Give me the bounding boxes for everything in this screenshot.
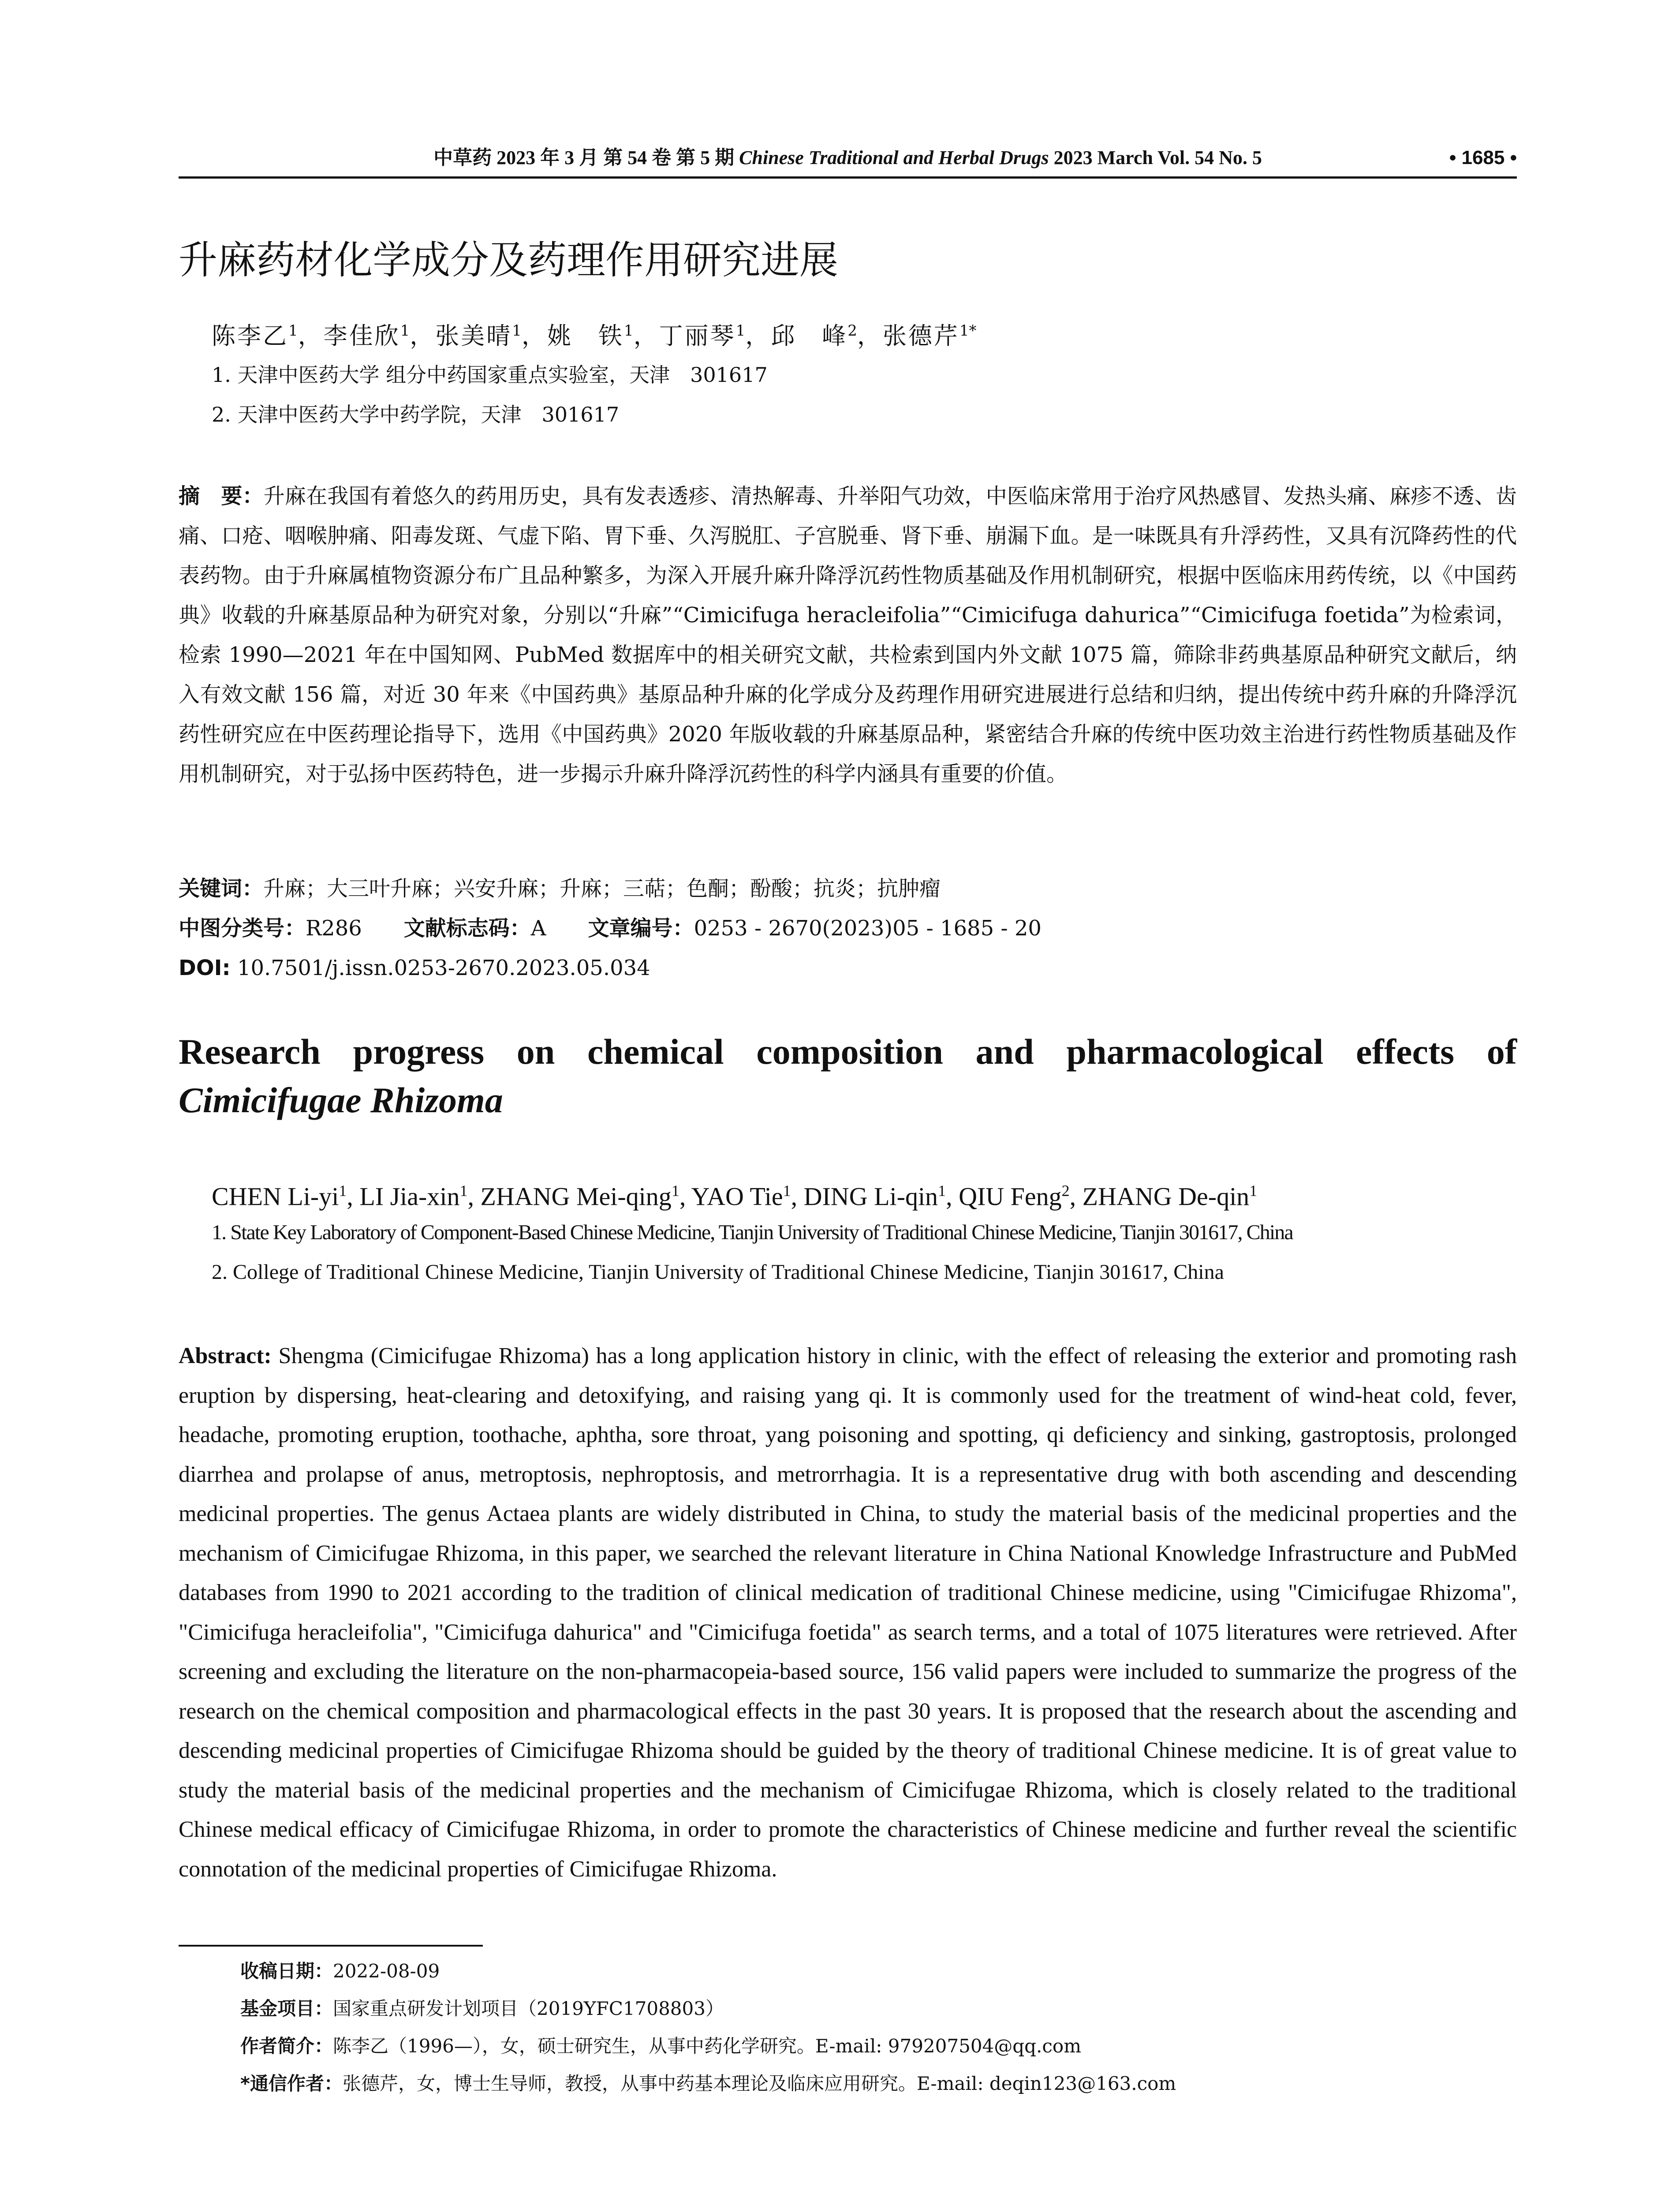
authors-cn: 陈李乙$^1$，李佳欣$^1$，张美晴$^1$，姚 铁$^1$，丁丽琴$^1$，邱 峰$^2$，张德芹$^{1*}$	[212, 322, 977, 350]
author-cn: 李佳欣	[323, 322, 400, 350]
footnote-corresponding	[240, 2070, 1176, 2097]
abstract-en-text: Shengma (Cimicifugae Rhizoma) has a long application history in clinic, with the effect of releasing the exterior and promoting rash eruption by dispersing, heat-clearing and detoxifying, and raising yang qi. It is commonly used for the treatment of wind-heat cold, fever, headache, promoting eruption, toothache, aphtha, sore throat, yang poisoning and spotting, qi deficiency and sinking, gastroptosis, prolonged diarrhea and prolapse of anus, metroptosis, nephroptosis, and metrorrhagia. It is a representative drug with both ascending and descending medicinal properties. The genus Actaea plants are widely distributed in China, to study the material basis of the medicinal properties and the mechanism of Cimicifugae Rhizoma, in this paper, we searched the relevant literature in China National Knowledge Infrastructure and PubMed databases from 1990 to 2021 according to the tradition of clinical medication of traditional Chinese medicine, using "Cimicifugae Rhizoma", "Cimicifuga heracleifolia", "Cimicifuga dahurica" and "Cimicifuga foetida" as search terms, and a total of 1075 literatures were retrieved. After screening and excluding the literature on the non-pharmacopeia-based source, 156 valid papers were included to summarize the progress of the research on the chemical composition and pharmacological effects in the past 30 years. It is proposed that the research about the ascending and descending medicinal properties of Cimicifugae Rhizoma should be guided by the theory of traditional Chinese medicine. It is of great value to study the material basis of the medicinal properties and the mechanism of Cimicifugae Rhizoma, which is closely related to the traditional Chinese medical efficacy of Cimicifugae Rhizoma, in order to promote the characteristics of Chinese medicine and further reveal the scientific connotation of the medicinal properties of Cimicifugae Rhizoma.	[179, 1343, 1517, 1882]
author-sup: 1	[400, 322, 410, 340]
abstract-cn-text: 升麻在我国有着悠久的药用历史，具有发表透疹、清热解毒、升举阳气功效，中医临床常用于治疗风热感冒、发热头痛、麻疹不透、齿痛、口疮、咽喉肿痛、阳毒发斑、气虚下陷、胃下垂、久泻脱肛、子宫脱垂、肾下垂、崩漏下血。是一味既具有升浮药性，又具有沉降药性的代表药物。由于升麻属植物资源分布广且品种繁多，为深入开展升麻升降浮沉药性物质基础及作用机制研究，根据中医临床用药传统，以《中国药典》收载的升麻基原品种为研究对象，分别以“升麻”“Cimicifuga heracleifolia”“Cimicifuga dahurica”“Cimicifuga foetida”为检索词，检索 1990—2021 年在中国知网、PubMed 数据库中的相关研究文献，共检索到国内外文献 1075 篇，筛除非药典基原品种研究文献后，纳入有效文献 156 篇，对近 30 年来《中国药典》基原品种升麻的化学成分及药理作用研究进展进行总结和归纳，提出传统中药升麻的升降浮沉药性研究应在中医药理论指导下，选用《中国药典》2020 年版收载的升麻基原品种，紧密结合升麻的传统中医功效主治进行药性物质基础及作用机制研究，对于弘扬中医药特色，进一步揭示升麻升降浮沉药性的科学内涵具有重要的价值。	[179, 484, 1517, 786]
author-en: ZHANG De-qin	[1082, 1182, 1250, 1211]
title-en-line1: Research progress on chemical composition and pharmacological effects of	[179, 1031, 1517, 1072]
doi-label: DOI:	[179, 956, 231, 980]
author-en: QIU Feng	[959, 1182, 1062, 1211]
abstract-cn	[179, 476, 1517, 794]
journal-name-cn: 中草药	[433, 147, 492, 168]
title-cn: 升麻药材化学成分及药理作用研究进展	[179, 237, 839, 283]
journal-line	[179, 145, 1517, 171]
footnote-rule	[179, 1945, 483, 1947]
title-en-line2: Cimicifugae Rhizoma	[179, 1080, 503, 1120]
author-en: LI Jia-xin	[359, 1182, 460, 1211]
title-en	[179, 1028, 1517, 1125]
author-cn: 张美晴	[435, 322, 512, 350]
running-header	[179, 145, 1517, 176]
author-cn: 张德芹	[882, 322, 959, 350]
footnote-author-bio	[240, 2033, 1081, 2059]
keywords-cn	[179, 871, 941, 906]
author-sup: 1	[735, 322, 746, 340]
footnote-received	[240, 1958, 440, 1984]
keywords-label: 关键词：	[179, 876, 264, 901]
author-sup: 1	[512, 322, 522, 340]
classification-line	[179, 911, 1042, 946]
page-number: • 1685 •	[1449, 147, 1517, 168]
doi-value: 10.7501/j.issn.0253-2670.2023.05.034	[237, 956, 650, 980]
author-sup: 1	[1249, 1182, 1258, 1200]
doi-line	[179, 950, 650, 986]
author-sup: 1	[459, 1182, 468, 1200]
author-sup: 2	[847, 322, 857, 340]
footnote-label: *通信作者：	[240, 2073, 343, 2094]
clc-label: 中图分类号：	[179, 916, 306, 941]
author-en: DING Li-qin	[803, 1182, 938, 1211]
issue-cn: 2023 年 3 月 第 54 卷 第 5 期	[497, 147, 735, 168]
footnote-funding	[240, 1996, 724, 2022]
affiliation-en-2: 2. College of Traditional Chinese Medicine, Tianjin University of Traditional Chinese Medicine, Tianjin 301617, China	[212, 1260, 1224, 1284]
clc-value: R286	[306, 916, 362, 941]
author-sup: 1	[339, 1182, 347, 1200]
affiliation-cn-2: 2. 天津中医药大学中药学院，天津 301617	[212, 403, 620, 426]
footnote-text: 陈李乙（1996—），女，硕士研究生，从事中药化学研究。E-mail: 979207504@qq.com	[333, 2035, 1082, 2057]
footnote-label: 收稿日期：	[240, 1960, 333, 1982]
author-cn: 陈李乙	[212, 322, 288, 350]
keywords-text: 升麻；大三叶升麻；兴安升麻；升麻；三萜；色酮；酚酸；抗炎；抗肿瘤	[263, 876, 941, 901]
article-no-label: 文章编号：	[588, 916, 694, 941]
author-en: YAO Tie	[691, 1182, 783, 1211]
author-cn: 邱 峰	[771, 322, 848, 350]
author-sup: 2	[1061, 1182, 1070, 1200]
author-sup: 1	[288, 322, 298, 340]
footnote-label: 作者简介：	[240, 2035, 333, 2057]
author-en: CHEN Li-yi	[212, 1182, 339, 1211]
author-cn: 丁丽琴	[659, 322, 736, 350]
author-cn: 姚 铁	[547, 322, 624, 350]
journal-name-en: Chinese Traditional and Herbal Drugs	[739, 147, 1049, 168]
author-sup: 1	[623, 322, 634, 340]
doc-code-value: A	[530, 916, 546, 941]
article-no-value: 0253 - 2670(2023)05 - 1685 - 20	[694, 916, 1042, 941]
issue-en: 2023 March Vol. 54 No. 5	[1053, 147, 1262, 168]
abstract-cn-label: 摘 要：	[179, 484, 264, 508]
author-sup: 1	[938, 1182, 946, 1200]
author-en: ZHANG Mei-qing	[480, 1182, 672, 1211]
footnote-label: 基金项目：	[240, 1998, 333, 2019]
abstract-en-label: Abstract:	[179, 1343, 272, 1368]
author-sup: 1	[671, 1182, 679, 1200]
authors-en: CHEN $Li-yi^1$, LI Jia-xin$^1$, ZHANG Mei-qing$^1$, YAO Tie$^1$, DING Li-qin$^1$, QIU Feng$^2$, ZHANG De-qin$^1$	[212, 1182, 1258, 1211]
affiliation-en-1: 1. State Key Laboratory of Component-Based Chinese Medicine, Tianjin University of Traditional Chinese Medicine, Tianjin 301617, China	[212, 1221, 1293, 1244]
author-sup: 1	[783, 1182, 791, 1200]
footnote-text: 国家重点研发计划项目（2019YFC1708803）	[333, 1998, 724, 2019]
author-sup: 1*	[959, 322, 977, 340]
abstract-en	[179, 1336, 1517, 1889]
header-rule	[179, 176, 1517, 179]
affiliation-cn-1: 1. 天津中医药大学 组分中药国家重点实验室，天津 301617	[212, 363, 768, 387]
footnote-text: 2022-08-09	[333, 1960, 440, 1982]
doc-code-label: 文献标志码：	[403, 916, 531, 941]
footnote-text: 张德芹，女，博士生导师，教授，从事中药基本理论及临床应用研究。E-mail: deqin123@163.com	[342, 2073, 1176, 2094]
